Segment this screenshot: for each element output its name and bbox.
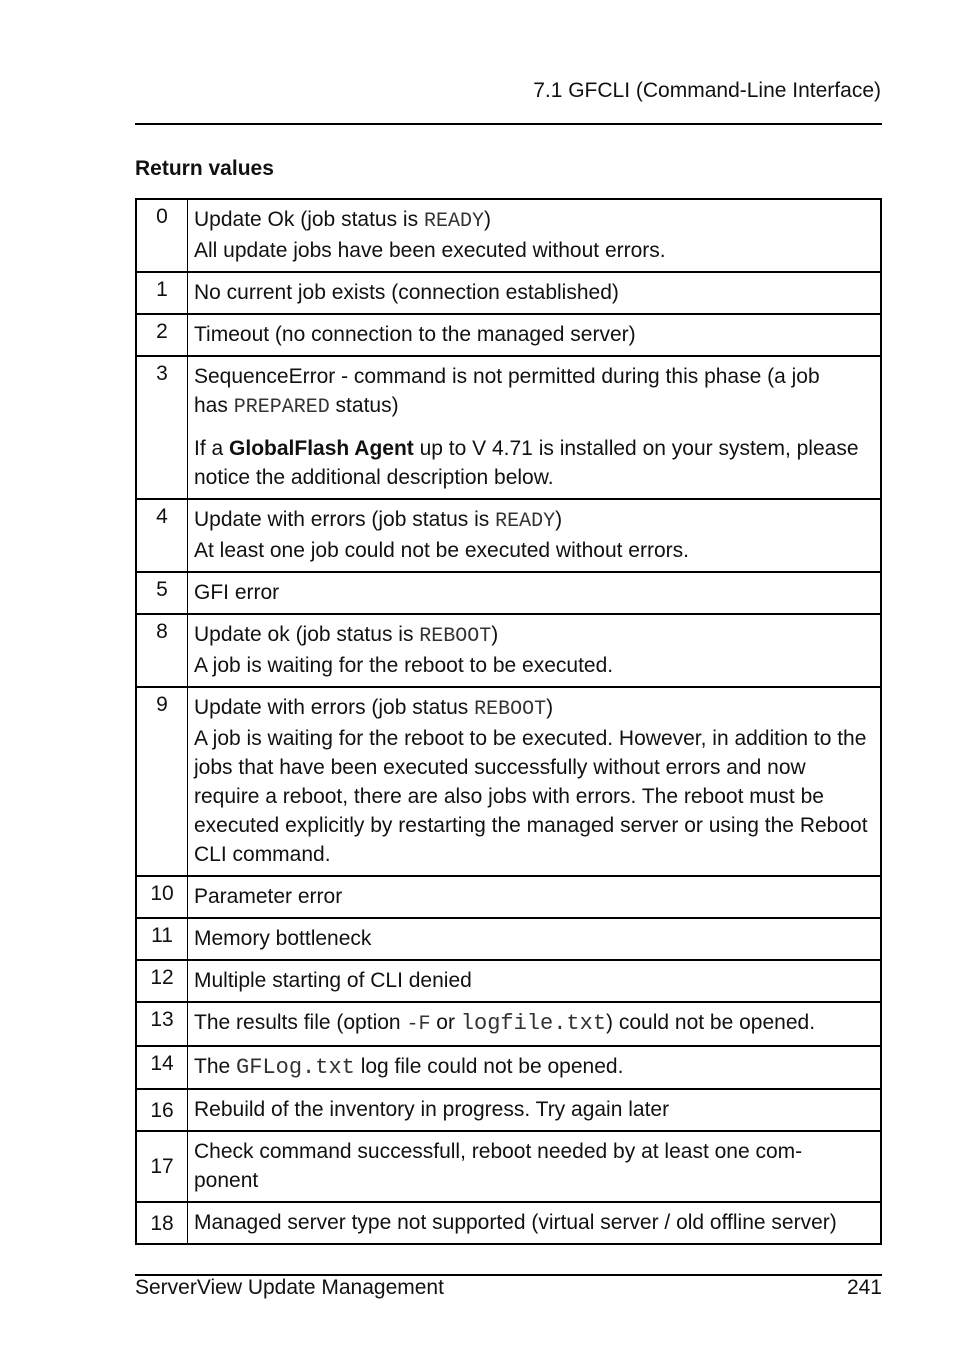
return-code: 3 — [136, 356, 188, 499]
return-code: 10 — [136, 876, 188, 918]
return-description: Check command successfull, reboot needed by at least one com- ponent — [188, 1131, 882, 1202]
table-row — [136, 1046, 881, 1089]
return-description: Memory bottleneck — [188, 918, 882, 960]
footer-title: ServerView Update Management — [135, 1276, 444, 1299]
return-code: 18 — [136, 1202, 188, 1244]
table-row — [136, 572, 881, 614]
return-code: 9 — [136, 687, 188, 876]
table-row — [136, 356, 881, 499]
return-code: 17 — [136, 1131, 188, 1202]
table-row — [136, 918, 881, 960]
table-row — [136, 1202, 881, 1244]
page-number: 241 — [846, 1276, 882, 1299]
section-title: Return values — [135, 157, 274, 180]
table-row — [136, 687, 881, 876]
return-description: Parameter error — [188, 876, 882, 918]
return-code: 8 — [136, 614, 188, 687]
return-description: Multiple starting of CLI denied — [188, 960, 882, 1002]
table-row — [136, 499, 881, 572]
return-values-table — [135, 198, 882, 1245]
table-row — [136, 614, 881, 687]
table-row — [136, 960, 881, 1002]
return-code: 14 — [136, 1046, 188, 1089]
return-code: 0 — [136, 199, 188, 272]
return-description: Update with errors (job status REBOOT) A job is waiting for the reboot to be executed. However, in addition to the jobs that have been executed successfully without errors and now require a reboot, there are also jobs with errors. The reboot must be executed explicitly by restarting the managed server or using the Reboot CLI command. — [188, 687, 882, 876]
return-description: The GFLog.txt log file could not be opened. — [188, 1046, 882, 1089]
table-row — [136, 272, 881, 314]
return-description: Rebuild of the inventory in progress. Try again later — [188, 1089, 882, 1131]
table-row — [136, 876, 881, 918]
table-row — [136, 1089, 881, 1131]
return-description: Timeout (no connection to the managed server) — [188, 314, 882, 356]
product-name: GlobalFlash Agent — [229, 437, 414, 460]
header-rule — [135, 123, 882, 125]
return-description: Managed server type not supported (virtual server / old offline server) — [188, 1202, 882, 1244]
return-description: No current job exists (connection established) — [188, 272, 882, 314]
return-code: 11 — [136, 918, 188, 960]
return-code: 4 — [136, 499, 188, 572]
table-row — [136, 1002, 881, 1046]
return-description: Update ok (job status is REBOOT) A job is waiting for the reboot to be executed. — [188, 614, 882, 687]
return-code: 2 — [136, 314, 188, 356]
return-description: Update Ok (job status is READY) All update jobs have been executed without errors. — [194, 208, 666, 262]
return-code: 1 — [136, 272, 188, 314]
return-code: 16 — [136, 1089, 188, 1131]
return-description: The results file (option -F or logfile.txt) could not be opened. — [188, 1002, 882, 1046]
return-code: 12 — [136, 960, 188, 1002]
return-description: GFI error — [188, 572, 882, 614]
return-description: SequenceError - command is not permitted during this phase (a job has PREPARED status) If a GlobalFlash Agent up to V 4.71 is installed on your system, please notice the additional description below. — [188, 356, 882, 499]
table-row — [136, 199, 881, 272]
return-code: 13 — [136, 1002, 188, 1046]
table-row — [136, 314, 881, 356]
table-row — [136, 1131, 881, 1202]
return-code: 5 — [136, 572, 188, 614]
return-description: Update with errors (job status is READY) At least one job could not be executed without errors. — [188, 499, 882, 572]
running-header: 7.1 GFCLI (Command-Line Interface) — [533, 79, 881, 102]
